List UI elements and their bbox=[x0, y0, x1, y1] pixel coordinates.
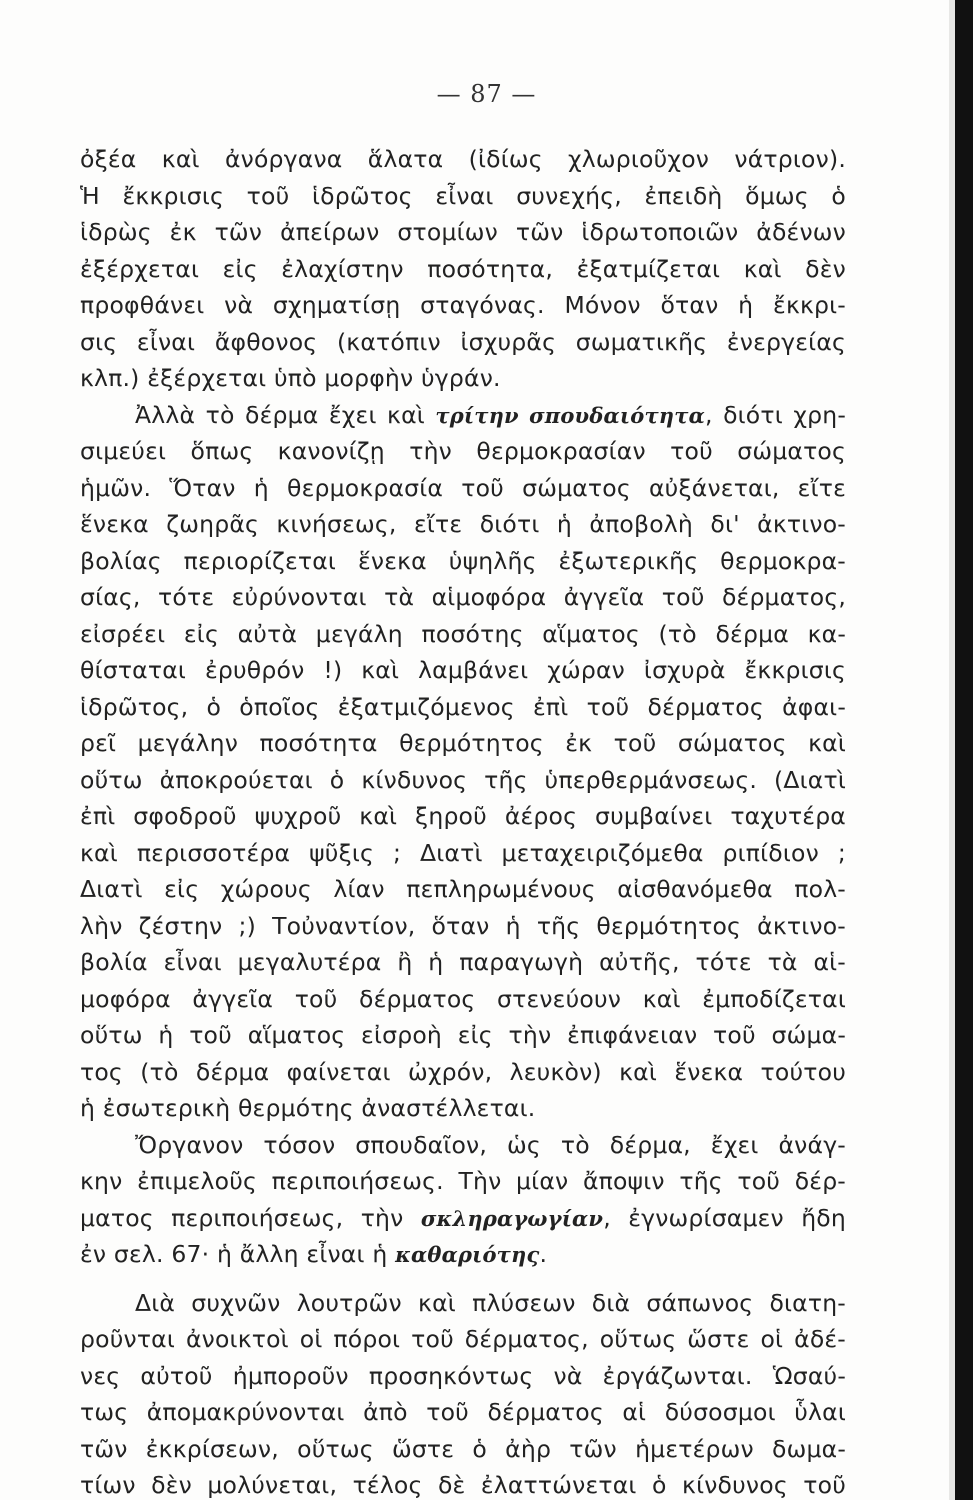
line-text: ἱδρὼς ἐκ τῶν ἀπείρων στομίων τῶν ἱδρωτοποιῶν ἀδένων bbox=[80, 218, 846, 246]
paragraph bbox=[80, 1285, 846, 1504]
text-line bbox=[80, 689, 846, 726]
page-number: — 87 — bbox=[436, 80, 537, 108]
emphasized-term: καθαριότης bbox=[395, 1242, 540, 1267]
scan-border bbox=[955, 0, 973, 1500]
paragraph bbox=[80, 1127, 846, 1273]
text-line bbox=[80, 360, 846, 397]
text-line bbox=[80, 1017, 846, 1054]
line-text: ἐξέρχεται εἰς ἐλαχίστην ποσότητα, ἐξατμίζεται καὶ δὲν bbox=[80, 254, 846, 283]
text-line bbox=[80, 835, 846, 872]
line-text: καὶ περισσοτέρα ψῦξις ; Διατὶ μεταχειριζόμεθα ριπίδιον ; bbox=[80, 838, 846, 867]
line-text: ἡ ἐσωτερικὴ θερμότης ἀναστέλλεται. bbox=[80, 1094, 536, 1122]
line-text: Διατὶ εἰς χώρους λίαν πεπληρωμένους αἰσθανόμεθα πολ- bbox=[80, 875, 846, 903]
text-line bbox=[80, 433, 846, 470]
line-text: βολία εἶναι μεγαλυτέρα ἢ ἡ παραγωγὴ αὐτῆς, τότε τὰ αἱ- bbox=[80, 948, 846, 976]
line-text: , ἐγνωρίσαμεν ἤδη bbox=[603, 1203, 846, 1232]
emphasized-term: τρίτην σπουδαιότητα bbox=[435, 402, 705, 428]
text-line bbox=[80, 1358, 846, 1395]
text-line bbox=[80, 616, 846, 653]
line-text: ματος περιποιήσεως, τὴν bbox=[80, 1203, 421, 1232]
paragraph bbox=[80, 141, 846, 397]
line-text: σις εἶναι ἄφθονος (κατόπιν ἰσχυρᾶς σωματικῆς ἐνεργείας bbox=[80, 327, 846, 356]
line-text: ἱδρῶτος, ὁ ὁποῖος ἐξατμιζόμενος ἐπὶ τοῦ δέρματος ἀφαι- bbox=[80, 692, 846, 721]
line-text: τῶν ἐκκρίσεων, οὕτως ὥστε ὁ ἀὴρ τῶν ἡμετέρων δωμα- bbox=[80, 1434, 846, 1463]
line-text: εἰσρέει εἰς αὐτὰ μεγάλη ποσότης αἵματος (τὸ δέρμα κα- bbox=[80, 619, 846, 648]
text-line bbox=[80, 762, 846, 799]
line-text: . bbox=[539, 1240, 548, 1268]
line-text: Ὄργανον τόσον σπουδαῖον, ὡς τὸ δέρμα, ἔχει ἀνάγ- bbox=[135, 1130, 846, 1159]
text-line bbox=[80, 1054, 846, 1091]
emphasized-term: σκληραγωγίαν bbox=[420, 1205, 604, 1231]
text-line bbox=[80, 324, 846, 361]
text-line bbox=[80, 1236, 846, 1273]
line-text: μοφόρα ἀγγεῖα τοῦ δέρματος στενεύουν καὶ ἐμποδίζεται bbox=[80, 984, 846, 1013]
line-text: ἡμῶν. Ὅταν ἡ θερμοκρασία τοῦ σώματος αὐξάνεται, εἴτε bbox=[80, 473, 846, 502]
text-line bbox=[80, 871, 846, 908]
text-line bbox=[80, 397, 846, 434]
line-text: θίσταται ἐρυθρόν !) καὶ λαμβάνει χώραν ἰσχυρὰ ἔκκρισις bbox=[80, 656, 846, 684]
text-line bbox=[80, 1321, 846, 1358]
text-line bbox=[80, 506, 846, 543]
line-text: ρεῖ μεγάλην ποσότητα θερμότητος ἐκ τοῦ σώματος καὶ bbox=[80, 729, 846, 757]
line-text: Ἡ ἔκκρισις τοῦ ἱδρῶτος εἶναι συνεχής, ἐπειδὴ ὅμως ὁ bbox=[80, 181, 846, 210]
line-text: ἕνεκα ζωηρᾶς κινήσεως, εἴτε διότι ἡ ἀποβολὴ δι' ἀκτινο- bbox=[80, 510, 846, 538]
line-text: , διότι χρη- bbox=[704, 400, 846, 429]
text-line bbox=[80, 543, 846, 580]
line-text: τως ἀπομακρύνονται ἀπὸ τοῦ δέρματος αἱ δύσοσμοι ὗλαι bbox=[80, 1398, 846, 1426]
text-line bbox=[80, 1163, 846, 1200]
line-text: τίων δὲν μολύνεται, τέλος δὲ ἐλαττώνεται ὁ κίνδυνος τοῦ bbox=[80, 1471, 846, 1499]
line-text: ἐν σελ. 67· ἡ ἄλλη εἶναι ἡ bbox=[80, 1240, 396, 1268]
text-line bbox=[80, 725, 846, 762]
text-line bbox=[80, 251, 846, 288]
line-text: ροῦνται ἀνοικτοὶ οἱ πόροι τοῦ δέρματος, οὕτως ὥστε οἱ ἀδέ- bbox=[80, 1325, 846, 1353]
line-text: ὀξέα καὶ ἀνόργανα ἅλατα (ἰδίως χλωριοῦχον νάτριον). bbox=[80, 145, 846, 173]
line-text: οὕτω ἀποκρούεται ὁ κίνδυνος τῆς ὑπερθερμάνσεως. (Διατὶ bbox=[80, 765, 846, 794]
text-line bbox=[80, 1090, 846, 1127]
line-text: σίας, τότε εὐρύνονται τὰ αἱμοφόρα ἀγγεῖα τοῦ δέρματος, bbox=[80, 583, 846, 611]
text-line bbox=[80, 1431, 846, 1468]
paragraph-gap bbox=[80, 1273, 846, 1285]
text-line bbox=[80, 652, 846, 689]
text-line bbox=[80, 579, 846, 616]
line-text: λὴν ζέστην ;) Τοὐναντίον, ὅταν ἡ τῆς θερμότητος ἀκτινο- bbox=[80, 911, 846, 940]
text-line bbox=[80, 944, 846, 981]
text-line bbox=[80, 798, 846, 835]
text-line bbox=[80, 287, 846, 324]
line-text: κλπ.) ἐξέρχεται ὑπὸ μορφὴν ὑγράν. bbox=[80, 364, 501, 392]
line-text: οὕτω ἡ τοῦ αἵματος εἰσροὴ εἰς τὴν ἐπιφάνειαν τοῦ σώμα- bbox=[80, 1021, 846, 1049]
line-text: κην ἐπιμελοῦς περιποιήσεως. Τὴν μίαν ἄποψιν τῆς τοῦ δέρ- bbox=[80, 1167, 846, 1195]
paragraph bbox=[80, 397, 846, 1127]
text-line bbox=[80, 470, 846, 507]
line-text: Ἀλλὰ τὸ δέρμα ἔχει καὶ bbox=[135, 400, 436, 429]
line-text: τος (τὸ δέρμα φαίνεται ὠχρόν, λευκὸν) καὶ ἕνεκα τούτου bbox=[80, 1057, 846, 1086]
text-line bbox=[80, 1285, 846, 1322]
text-line bbox=[80, 1467, 846, 1504]
line-text: προφθάνει νὰ σχηματίσῃ σταγόνας. Μόνον ὅταν ἡ ἔκκρι- bbox=[80, 291, 846, 319]
text-line bbox=[80, 1200, 846, 1237]
line-text: Διὰ συχνῶν λουτρῶν καὶ πλύσεων διὰ σάπωνος διατη- bbox=[135, 1288, 846, 1317]
line-text: σιμεύει ὅπως κανονίζῃ τὴν θερμοκρασίαν τοῦ σώματος bbox=[80, 437, 846, 465]
line-text: ἐπὶ σφοδροῦ ψυχροῦ καὶ ξηροῦ ἀέρος συμβαίνει ταχυτέρα bbox=[80, 802, 846, 830]
line-text: νες αὐτοῦ ἠμποροῦν προσηκόντως νὰ ἐργάζωνται. Ὡσαύ- bbox=[80, 1361, 846, 1390]
line-text: βολίας περιορίζεται ἕνεκα ὑψηλῆς ἐξωτερικῆς θερμοκρα- bbox=[80, 546, 846, 575]
text-line bbox=[80, 908, 846, 945]
text-line bbox=[80, 1394, 846, 1431]
body-text bbox=[80, 141, 846, 1504]
text-line bbox=[80, 1127, 846, 1164]
text-line bbox=[80, 141, 846, 178]
text-line bbox=[80, 981, 846, 1018]
text-line bbox=[80, 214, 846, 251]
text-line bbox=[80, 178, 846, 215]
